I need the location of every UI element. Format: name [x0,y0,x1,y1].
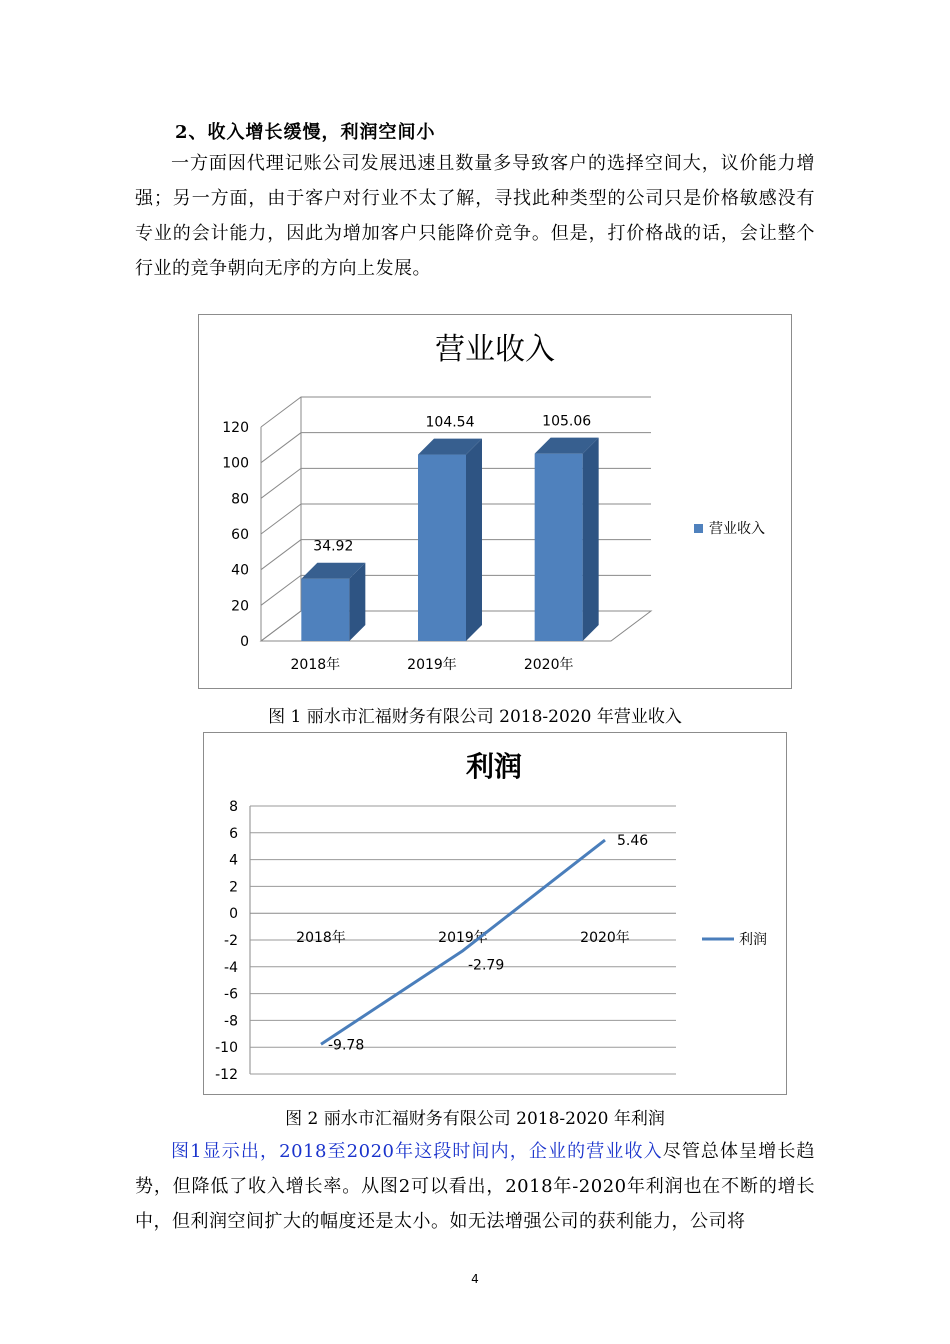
paragraph-1-text: 一方面因代理记账公司发展迅速且数量多导致客户的选择空间大，议价能力增强；另一方面，由于客户对行业不太了解，寻找此种类型的公司只是价格敏感没有专业的会计能力，因此为增加客户只能降价竞争。但是，打价格战的话，会让整个行业的竞争朝向无序的方向上发展。 [135,153,815,279]
y-tick-label: -10 [215,1040,238,1057]
paragraph-1 [135,146,815,286]
legend-label: 营业收入 [709,521,765,537]
y-tick-label: 6 [229,825,238,842]
y-tick-label: 20 [231,598,249,615]
y-tick-label: -2 [224,933,238,949]
y-tick-label: 4 [229,852,238,869]
y-tick-label: 0 [240,634,249,650]
chart-title: 利润 [465,750,523,783]
data-label: 5.46 [617,833,649,850]
x-tick-label: 2018年 [290,657,341,673]
x-tick-label: 2019年 [407,657,457,673]
data-label: -9.78 [328,1037,365,1054]
section-heading: 2、收入增长缓慢，利润空间小 [175,122,436,143]
data-label: 104.54 [425,414,475,431]
data-label: -2.79 [468,957,505,974]
chart-title: 营业收入 [435,332,555,367]
y-tick-label: -6 [224,986,238,1003]
bar-front [535,454,583,641]
bar-side [466,439,482,641]
x-tick-label: 2020年 [523,657,574,673]
bar [301,563,365,641]
y-tick-label: 2 [229,879,238,896]
bar-side [583,438,599,641]
x-tick-label: 2018年 [296,930,346,947]
legend-label: 利润 [739,932,767,948]
y-tick-label: 80 [231,491,249,508]
y-tick-label: 40 [231,562,249,579]
profit-chart-svg [204,733,786,1094]
y-tick-label: 100 [222,455,249,472]
y-tick-label: -8 [224,1013,238,1030]
revenue-chart-svg [199,315,791,688]
legend-swatch [694,524,703,533]
y-tick-label: 60 [231,527,249,543]
y-tick-label: 8 [229,799,238,815]
bar-front [301,579,349,641]
paragraph-2-rest: 尽管总体呈增长趋势，但降低了收入增长率。从图2可以看出，2018年-2020年利润也在不断的增长中，但利润空间扩大的幅度还是太小。如无法增强公司的获利能力，公司将 [135,1141,816,1232]
bar-front [418,455,466,641]
paragraph-2 [135,1134,815,1239]
revenue-chart [198,314,792,689]
figure-1-caption: 图 1 丽水市汇福财务有限公司 2018-2020 年营业收入 [268,707,682,727]
x-tick-label: 2020年 [580,930,630,947]
y-tick-label: 0 [229,906,238,923]
y-tick-label: -12 [215,1067,238,1083]
profit-chart [203,732,787,1095]
data-label: 34.92 [313,538,354,555]
bar [418,439,482,641]
paragraph-2-text [135,1134,815,1239]
y-tick-label: -4 [224,959,238,976]
paragraph-2-highlight: 图1显示出，2018至2020年这段时间内，企业的营业收入 [171,1141,663,1162]
figure-2-caption: 图 2 丽水市汇福财务有限公司 2018-2020 年利润 [285,1109,665,1129]
page-number: 4 [471,1272,479,1286]
data-label: 105.06 [542,413,592,430]
bar [535,438,599,641]
y-tick-label: 120 [222,420,249,436]
x-tick-label: 2019年 [438,930,488,947]
